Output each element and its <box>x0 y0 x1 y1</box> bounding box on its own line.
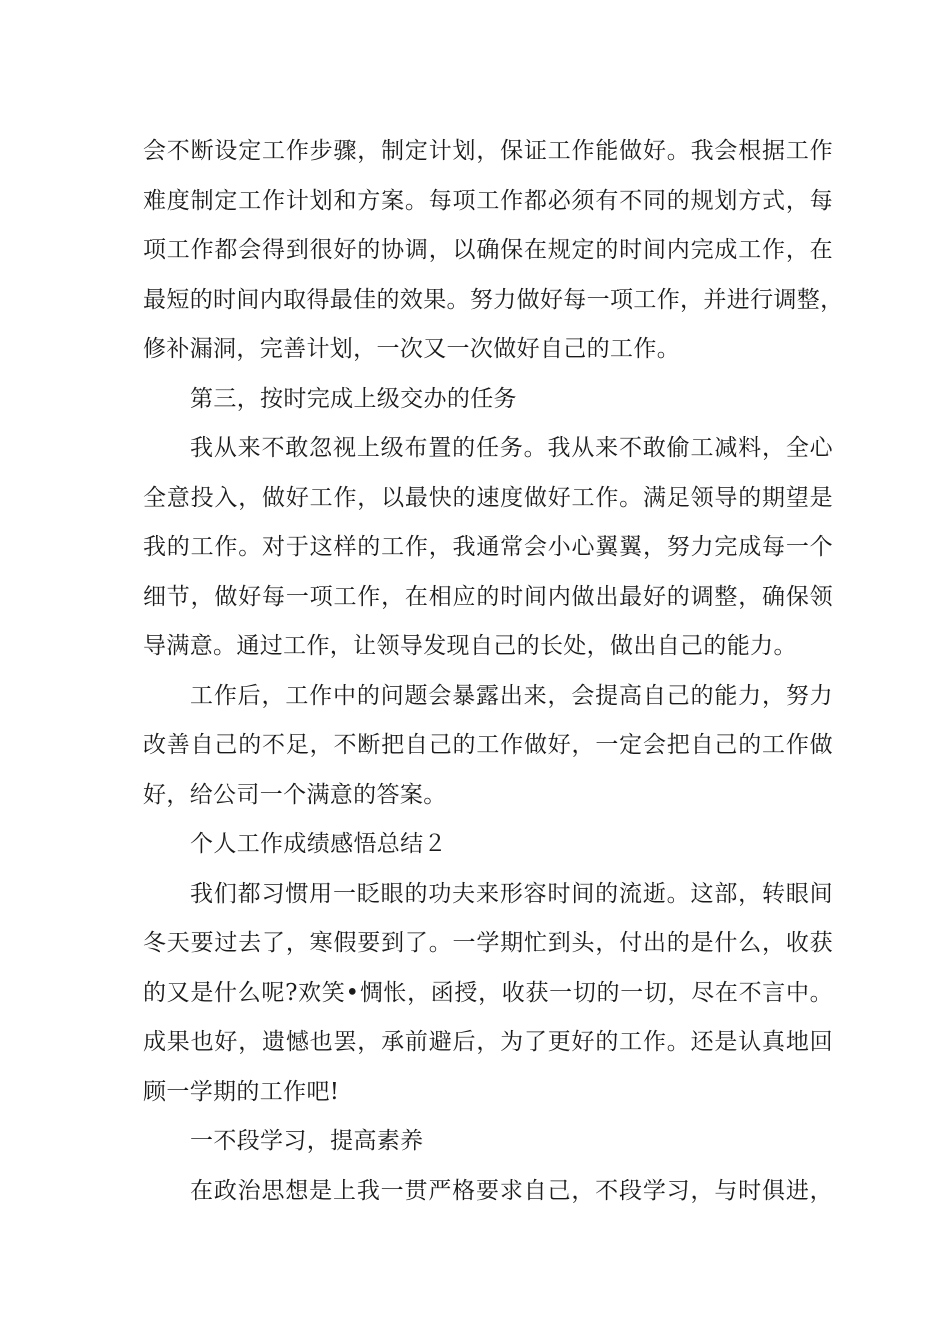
paragraph-first-line: 在政治思想是上我一贯严格要求自己，不段学习，与时俱进， <box>190 1178 833 1204</box>
section-heading: 个人工作成绩感悟总结２ <box>190 831 447 857</box>
text-line: 成果也好，遗憾也罢，承前避后，为了更好的工作。还是认真地回 <box>143 1029 833 1055</box>
text-line: 我的工作。对于这样的工作，我通常会小心翼翼，努力完成每一个 <box>143 534 833 560</box>
text-line: 导满意。通过工作，让领导发现自己的长处，做出自己的能力。 <box>143 633 797 659</box>
text-line: 全意投入，做好工作，以最快的速度做好工作。满足领导的期望是 <box>143 485 833 511</box>
text-line: 难度制定工作计划和方案。每项工作都必须有不同的规划方式，每 <box>143 188 833 214</box>
text-line: 顾一学期的工作吧! <box>143 1079 340 1105</box>
text-line: 项工作都会得到很好的协调，以确保在规定的时间内完成工作，在 <box>143 237 833 263</box>
paragraph-first-line: 我们都习惯用一眨眼的功夫来形容时间的流逝。这部，转眼间 <box>190 881 833 907</box>
text-line: 最短的时间内取得最佳的效果。努力做好每一项工作，并进行调整， <box>143 287 844 313</box>
text-line: 细节，做好每一项工作，在相应的时间内做出最好的调整，确保领 <box>143 584 833 610</box>
section-heading: 一不段学习，提高素养 <box>190 1128 424 1154</box>
section-heading: 第三，按时完成上级交办的任务 <box>190 386 517 412</box>
paragraph-first-line: 我从来不敢忽视上级布置的任务。我从来不敢偷工减料，全心 <box>190 435 833 461</box>
text-line: 改善自己的不足，不断把自己的工作做好，一定会把自己的工作做 <box>143 732 833 758</box>
text-line: 好，给公司一个满意的答案。 <box>143 782 447 808</box>
text-line: 会不断设定工作步骤，制定计划，保证工作能做好。我会根据工作 <box>143 138 833 164</box>
text-line: 修补漏洞，完善计划，一次又一次做好自己的工作。 <box>143 336 681 362</box>
paragraph-first-line: 工作后，工作中的问题会暴露出来，会提高自己的能力，努力 <box>190 683 833 709</box>
text-line: 的又是什么呢?欢笑•惆怅，函授，收获一切的一切，尽在不言中。 <box>143 980 833 1006</box>
text-line: 冬天要过去了，寒假要到了。一学期忙到头，付出的是什么，收获 <box>143 930 833 956</box>
